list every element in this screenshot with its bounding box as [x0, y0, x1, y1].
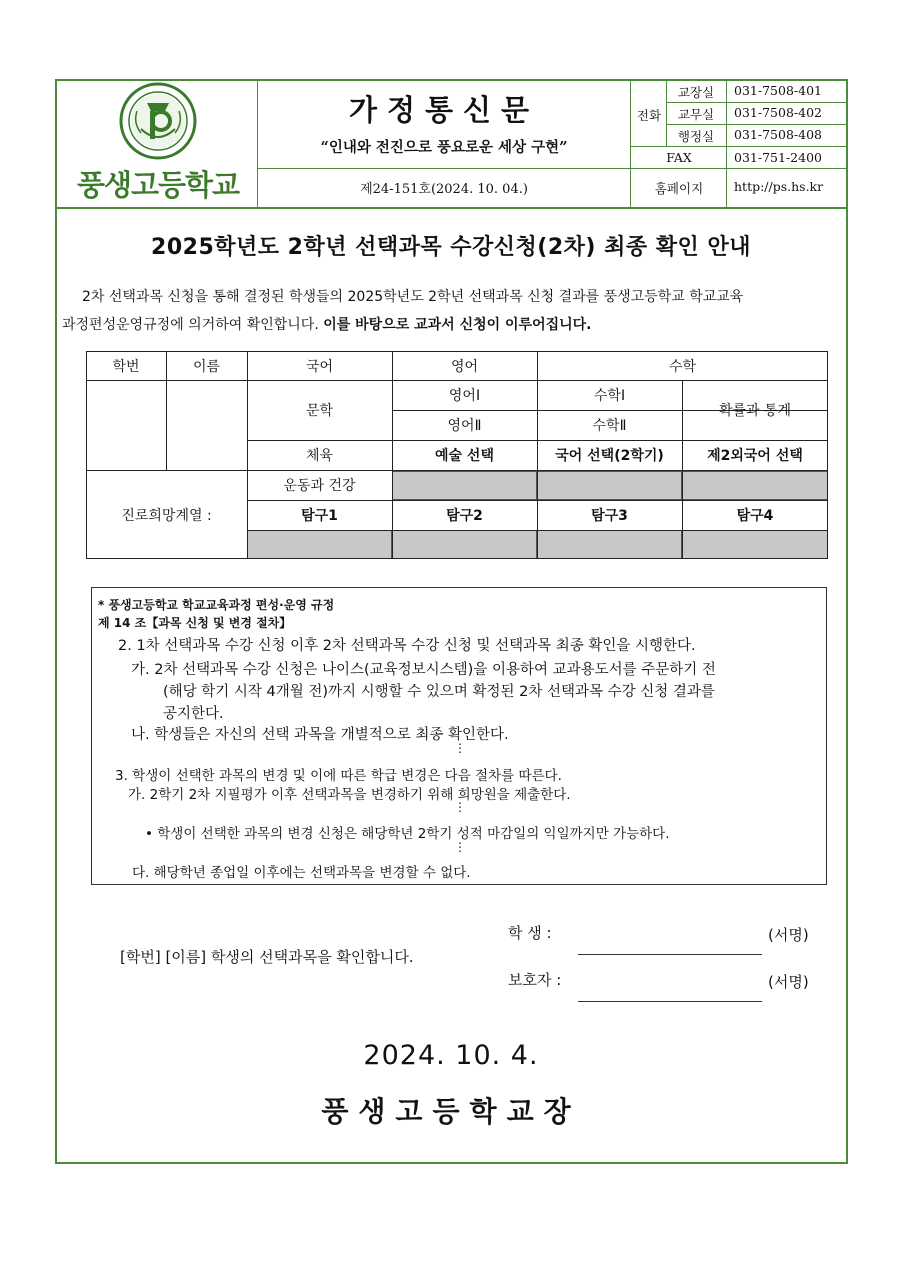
- subject-math1: 수학Ⅰ: [593, 388, 626, 404]
- col-korean: 국어: [305, 358, 334, 375]
- contact-value: 031-7508-401: [734, 83, 822, 98]
- second-language-choice-entry[interactable]: [682, 471, 828, 500]
- subject-prob-stats: 확률과 통계: [718, 403, 792, 419]
- fax-label: FAX: [666, 150, 692, 165]
- homepage-url: http://ps.hs.kr: [734, 179, 824, 194]
- explore4-entry[interactable]: [682, 530, 828, 559]
- header-divider: [666, 102, 848, 103]
- intro-line: 2차 선택과목 신청을 통해 결정된 학생들의 2025학년도 2학년 선택과목 신청 결과를 풍생고등학교 학교교육: [82, 289, 744, 305]
- rule-item-2-ga-cont: 공지한다.: [163, 706, 224, 722]
- header-divider: [258, 168, 848, 169]
- explore-header: 탐구2: [446, 508, 483, 524]
- contact-value: 031-7508-402: [734, 105, 822, 120]
- rule-item-2-ga-cont: (해당 학기 시작 4개월 전)까지 시행할 수 있으며 확정된 2차 선택과목 수강 신청 결과를: [163, 684, 715, 700]
- rule-item-2: 2. 1차 선택과목 수강 신청 이후 2차 선택과목 수강 신청 및 선택과목 최종 확인을 시행한다.: [118, 638, 696, 654]
- header-bottom-border: [55, 207, 848, 209]
- intro-text: 과정편성운영규정에 의거하여 확인합니다.: [62, 317, 324, 333]
- notice-title: 2025학년도 2학년 선택과목 수강신청(2차) 최종 확인 안내: [151, 235, 751, 260]
- fax-number: 031-751-2400: [734, 150, 822, 165]
- header-divider: [630, 146, 848, 147]
- korean-choice-header: 국어 선택(2학기): [555, 448, 664, 464]
- explore2-entry[interactable]: [392, 530, 537, 559]
- col-name: 이름: [192, 358, 221, 375]
- header-divider: [630, 79, 631, 208]
- header-divider: [726, 79, 727, 208]
- rule-item-3-ga: 가. 2학기 2차 지필평가 이후 선택과목을 변경하기 위해 희망원을 제출한다.: [128, 787, 571, 803]
- subject-math2: 수학Ⅱ: [592, 418, 627, 434]
- explore1-entry[interactable]: [247, 530, 392, 559]
- intro-emphasis: 이를 바탕으로 교과서 신청이 이루어집니다.: [323, 317, 592, 333]
- explore-header: 탐구1: [301, 508, 338, 524]
- student-sign-mark: (서명): [768, 926, 809, 944]
- art-choice-entry[interactable]: [392, 471, 537, 500]
- col-math: 수학: [668, 358, 697, 375]
- student-sign-label: 학 생 :: [508, 924, 552, 942]
- issue-date: 2024. 10. 4.: [363, 1040, 539, 1071]
- explore-header: 탐구3: [591, 508, 628, 524]
- confirmation-statement: [학번] [이름] 학생의 선택과목을 확인합니다.: [120, 948, 414, 966]
- school-emblem-icon: [57, 81, 257, 171]
- korean-choice-entry[interactable]: [537, 471, 682, 500]
- col-student-no: 학번: [112, 358, 140, 375]
- contact-label: 교무실: [677, 107, 715, 122]
- header-divider: [666, 124, 848, 125]
- doc-title: 가정통신문: [348, 93, 540, 127]
- contact-value: 031-7508-408: [734, 127, 822, 142]
- explore3-entry[interactable]: [537, 530, 682, 559]
- rule-item-2-ga: 가. 2차 선택과목 수강 신청은 나이스(교육정보시스템)을 이용하여 교과용도서를 주문하기 전: [131, 662, 716, 678]
- school-motto: “인내와 전진으로 풍요로운 세상 구현”: [320, 139, 568, 156]
- guardian-sign-line[interactable]: [578, 1001, 762, 1002]
- rule-item-2-na: 나. 학생들은 자신의 선택 과목을 개별적으로 최종 확인한다.: [131, 727, 509, 743]
- contact-label: 행정실: [677, 129, 715, 144]
- guardian-sign-label: 보호자 :: [508, 971, 562, 989]
- career-path-label: 진로희망계열 :: [121, 507, 212, 524]
- rule-item-3-da: 다. 해당학년 종업일 이후에는 선택과목을 변경할 수 없다.: [132, 865, 471, 881]
- contact-label: 교장실: [677, 85, 715, 100]
- ellipsis-mark: ⋮: [454, 840, 466, 854]
- col-english: 영어: [450, 358, 479, 375]
- subject-pe: 체육: [305, 448, 334, 464]
- phone-label: 전화: [636, 108, 662, 123]
- regulation-source: * 풍생고등학교 학교교육과정 편성·운영 규정: [98, 598, 335, 612]
- guardian-sign-mark: (서명): [768, 973, 809, 991]
- ellipsis-mark: ⋮: [454, 800, 466, 814]
- subject-literature: 문학: [305, 403, 334, 419]
- principal-signature: 풍생고등학교장: [321, 1095, 581, 1128]
- intro-paragraph: [62, 283, 842, 339]
- explore-header: 탐구4: [736, 508, 774, 524]
- rule-item-3: 3. 학생이 선택한 과목의 변경 및 이에 따른 학급 변경은 다음 절차를 따른다.: [115, 768, 562, 784]
- ellipsis-mark: ⋮: [454, 741, 466, 755]
- second-language-header: 제2외국어 선택: [707, 448, 803, 464]
- course-selection-table: [86, 351, 828, 559]
- header-divider: [666, 79, 667, 147]
- art-choice-header: 예술 선택: [435, 448, 494, 464]
- homepage-label: 홈페이지: [654, 181, 704, 196]
- school-name: 풍생고등학교: [76, 168, 240, 202]
- student-sign-line[interactable]: [578, 954, 762, 955]
- issue-number: 제24-151호(2024. 10. 04.): [360, 182, 528, 197]
- subject-english1: 영어Ⅰ: [448, 388, 481, 404]
- regulation-article: 제 14 조【과목 신청 및 변경 절차】: [98, 616, 292, 630]
- rule-item-3-bullet: • 학생이 선택한 과목의 변경 신청은 해당학년 2학기 성적 마감일의 익일까지만 가능하다.: [145, 826, 670, 842]
- subject-exercise-health: 운동과 건강: [283, 478, 356, 494]
- intro-line: [62, 311, 842, 339]
- subject-english2: 영어Ⅱ: [447, 418, 482, 434]
